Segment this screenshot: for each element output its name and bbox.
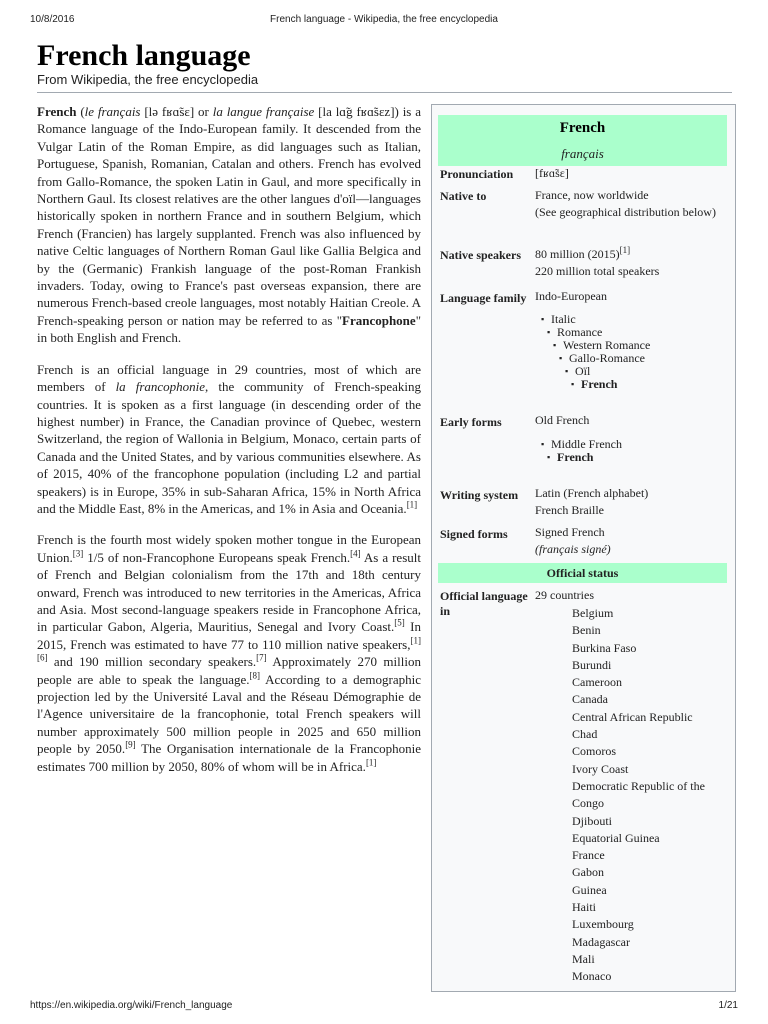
lead-term: French (37, 104, 77, 119)
native-speakers-value: 80 million (2015)[1] 220 million total speakers (535, 245, 660, 278)
infobox (431, 104, 736, 992)
citation-link[interactable]: [4] (350, 548, 361, 559)
citation-link[interactable]: [5] (394, 618, 405, 629)
country-item[interactable]: Democratic Republic of the Congo (572, 778, 705, 811)
country-item[interactable]: Central African Republic (572, 709, 693, 724)
citation-link[interactable]: [7] (256, 652, 267, 663)
page-tagline: From Wikipedia, the free encyclopedia (37, 72, 259, 87)
citation-link[interactable]: [1] (619, 245, 631, 255)
citation-link[interactable]: [3] (72, 548, 84, 559)
country-item[interactable]: Chad (572, 727, 598, 742)
citation-link[interactable]: [1] (365, 757, 377, 768)
title-divider (37, 92, 732, 93)
early-forms-tree (535, 438, 731, 464)
citation-link[interactable]: [9] (125, 739, 136, 750)
early-forms-label: Early forms (440, 415, 502, 429)
paragraph-official: French is an official language in 29 countries, most of which are members of la francophonie, the community of French-speaking countries. It is spoken as a first language (in descending order of the highest number) in France, the Canadian province of Quebec, western Switzerland, the region of Wallonia in Belgium, Monaco, certain parts of Canada and the United States, and by various communities elsewhere. As of 2015, 40% of the francophone population (including L2 and partial speakers) is in Europe, 35% in sub-Saharan Africa, 15% in North Africa and the Middle East, 8% in the Americas, and 1% in Asia and Oceania.[1] (37, 361, 422, 516)
native-speakers-label: Native speakers (440, 248, 521, 262)
native-to-value: France, now worldwide (See geographical distribution below) (535, 187, 731, 221)
family-tree-item[interactable]: ▪ Western Romance (553, 339, 731, 352)
print-header (30, 14, 738, 28)
country-item[interactable]: Gabon (572, 865, 604, 880)
paragraph-intro: French (le français [lə fʁɑ̃sɛ] or la langue française [la lɑ̃g fʁɑ̃sɛz]) is a Romance language of the Indo-European family. It descended from the Vulgar Latin of the Roman Empire, as did languages such as Italian, Portuguese, Spanish, Romanian, Catalan and others. French has evolved from Gallo-Romance, the spoken Latin in Gaul, and more specifically in Northern Gaul. Its closest relatives are the other langues d'oïl—languages historically spoken in northern France and in southern Belgium, which French (Francien) has largely supplanted. French was also influenced by native Celtic languages of Northern Roman Gaul like Gallia Belgica and by the (Germanic) Frankish language of the post-Roman Frankish invaders. Today, owing to France's past overseas expansion, there are numerous French-based creole languages, most notably Haitian Creole. A French-speaking person or nation may be referred to as "Francophone" in both English and French. (37, 104, 421, 346)
geographical-distribution-link[interactable]: (See geographical distribution below) (535, 205, 716, 219)
native-to-label: Native to (440, 189, 487, 203)
citation-link[interactable]: [1] (410, 635, 421, 646)
article-body (37, 103, 421, 789)
print-footer (30, 1000, 738, 1014)
country-item[interactable]: Comoros (572, 744, 617, 759)
country-item[interactable]: Benin (572, 623, 601, 638)
family-tree-item: ▪ French (571, 378, 731, 391)
country-list (572, 605, 732, 986)
official-count: 29 countries (535, 588, 594, 602)
signed-forms-label: Signed forms (440, 527, 508, 541)
print-page-title: French language - Wikipedia, the free encyclopedia (270, 14, 498, 25)
country-item[interactable]: Djibouti (572, 813, 613, 828)
early-forms-value: Old French ▪ Middle French ▪ French (535, 412, 731, 464)
country-item[interactable]: Madagascar (572, 934, 630, 949)
country-item[interactable]: Guinea (572, 882, 607, 897)
official-language-label: Official language in (440, 589, 528, 618)
print-page-number: 1/21 (718, 1000, 738, 1011)
family-tree-item[interactable]: ▪ Romance (547, 326, 731, 339)
writing-system-value: Latin (French alphabet) French Braille (535, 486, 649, 517)
citation-link[interactable]: [6] (37, 652, 48, 663)
francophone-term: Francophone (342, 312, 416, 328)
family-tree-item[interactable]: ▪ Gallo-Romance (559, 352, 731, 365)
paragraph-speakers: French is the fourth most widely spoken mother tongue in the European Union.[3] 1/5 of non-Francophone Europeans speak French.[4] As a result of French and Belgian colonialism from the 17th and 18th century onward, French was introduced to new territories in the Americas, Africa and Asia. Most second-language speakers reside in Francophone Africa, in particular Gabon, Algeria, Mauritius, Senegal and Ivory Coast.[5] In 2015, French was estimated to have 77 to 110 million native speakers,[1][6] and 190 million secondary speakers.[7] Approximately 270 million people are able to speak the language.[8] According to a demographic projection led by the Université Laval and the Réseau Démographie de l'Agence universitaire de la francophonie, total French speakers will number approximately 500 million people in 2025 and 650 million people by 2050.[9] The Organisation internationale de la Francophonie estimates 700 million by 2050, 80% of whom will be in Africa.[1] (37, 532, 422, 774)
pronunciation-value: [fʁɑ̃sɛ] (535, 166, 569, 180)
francophonie-link[interactable]: la francophonie (115, 379, 206, 395)
family-tree-item[interactable]: ▪ Oïl (565, 365, 731, 378)
early-forms-item[interactable]: ▪ Middle French (541, 438, 731, 451)
signed-forms-value: Signed French (français signé) (535, 525, 611, 556)
citation-link[interactable]: [8] (249, 670, 261, 681)
language-family-label: Language family (440, 291, 527, 305)
official-status-header: Official status (438, 563, 727, 583)
country-item[interactable]: Canada (572, 692, 608, 707)
early-forms-item: ▪ French (547, 451, 731, 464)
country-item[interactable]: Haiti (572, 900, 596, 915)
country-item[interactable]: Belgium (572, 606, 614, 620)
country-item[interactable]: Luxembourg (572, 917, 634, 932)
country-item[interactable]: Burkina Faso (572, 640, 637, 655)
country-item[interactable]: Burundi (572, 657, 612, 672)
country-item[interactable]: Equatorial Guinea (572, 830, 660, 845)
country-item[interactable]: France (572, 848, 605, 863)
pronunciation-label: Pronunciation (440, 167, 514, 181)
citation-link[interactable]: [1] (406, 499, 418, 510)
family-tree-item[interactable]: ▪ Italic (541, 313, 731, 326)
writing-system-label: Writing system (440, 488, 519, 502)
country-item[interactable]: Cameroon (572, 675, 622, 690)
country-item[interactable]: Monaco (572, 969, 612, 984)
infobox-title: French (438, 115, 727, 141)
infobox-native-name: français (438, 141, 727, 166)
country-item[interactable]: Ivory Coast (572, 761, 629, 776)
page-title: French language (37, 39, 251, 72)
print-date: 10/8/2016 (30, 14, 75, 25)
country-item[interactable]: Mali (572, 951, 595, 966)
family-tree (535, 313, 731, 391)
language-family-value: Indo-European ▪ Italic ▪ Romance ▪ Western Romance ▪ Gallo-Romance ▪ Oïl ▪ French (535, 288, 731, 391)
print-url: https://en.wikipedia.org/wiki/French_language (30, 1000, 233, 1011)
